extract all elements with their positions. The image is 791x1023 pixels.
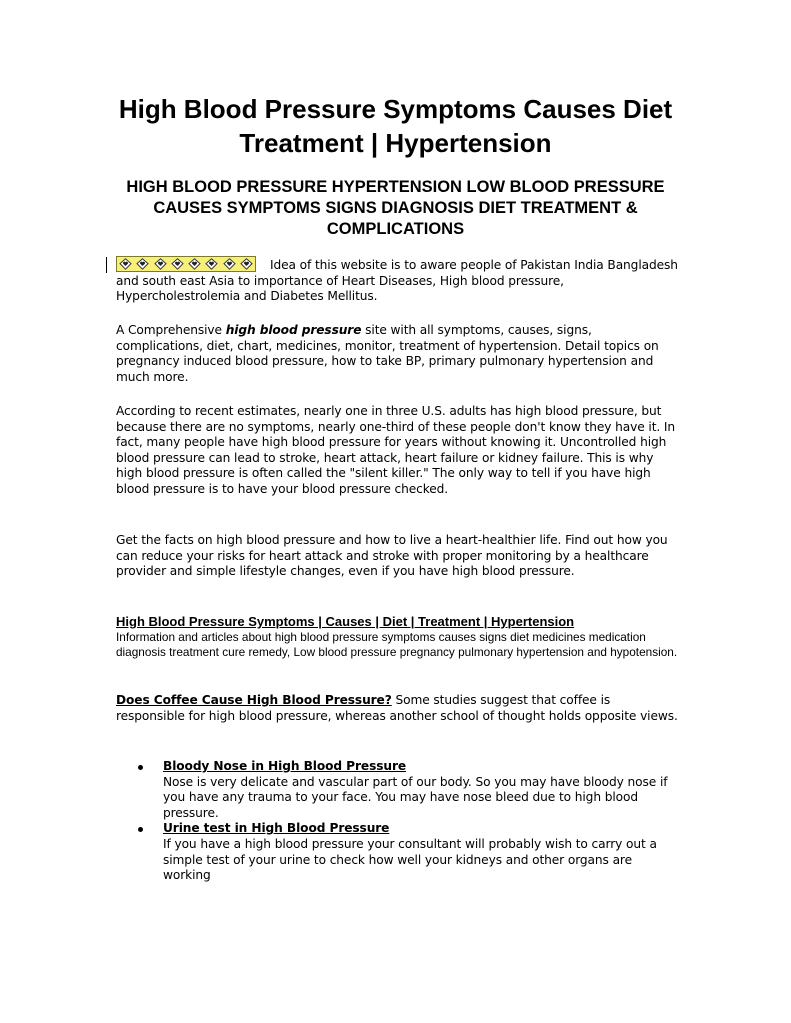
- bullet-icon: [138, 765, 143, 770]
- section-description: Information and articles about high blood pressure symptoms causes signs diet medicines medication diagnosis treatment cure remedy, Low blood pressure pregnancy pulmonary hypertension and hypotension.: [116, 630, 678, 660]
- topic-list: [116, 759, 676, 884]
- section-heading-link[interactable]: High Blood Pressure Symptoms | Causes | Diet | Treatment | Hypertension: [116, 614, 575, 629]
- coffee-link[interactable]: Does Coffee Cause High Blood Pressure?: [116, 693, 392, 707]
- comprehensive-after: site with all symptoms, causes, signs, complications, diet, chart, medicines, monitor, treatment of hypertension. Detail topics on pregnancy induced blood pressure, how to take BP, primary pulmonary hypertension and much more.: [116, 323, 659, 384]
- comprehensive-emphasis: high blood pressure: [225, 323, 362, 337]
- intro-paragraph: Idea of this website is to aware people of Pakistan India Bangladesh and south east Asia to importance of Heart Diseases, High blood pressure, Hypercholestrolemia and Diabetes Mellitus.: [116, 258, 678, 304]
- text-cursor: [106, 257, 107, 273]
- bloody-nose-link[interactable]: Bloody Nose in High Blood Pressure: [163, 759, 407, 773]
- bullet-icon: [138, 827, 143, 832]
- coffee-text: Some studies suggest that coffee is responsible for high blood pressure, whereas another school of thought holds opposite views.: [116, 693, 678, 723]
- estimates-paragraph: According to recent estimates, nearly one in three U.S. adults has high blood pressure, but because there are no symptoms, nearly one-third of these people don't know they have it. In fact, many people have high blood pressure for years without knowing it. Uncontrolled high blood pressure can lead to stroke, heart attack, heart failure or kidney failure. This is why high blood pressure is often called the "silent killer." The only way to tell if you have high blood pressure is to have your blood pressure checked.: [116, 404, 676, 496]
- facts-paragraph: Get the facts on high blood pressure and how to live a heart-healthier life. Find out how you can reduce your risks for heart attack and stroke with proper monitoring by a healthcare provider and simple lifestyle changes, even if you have high blood pressure.: [116, 533, 668, 579]
- list-item: [116, 759, 676, 821]
- list-item: [116, 821, 676, 883]
- comprehensive-before: A Comprehensive: [116, 323, 226, 337]
- urine-test-link[interactable]: Urine test in High Blood Pressure: [163, 821, 390, 836]
- comprehensive-paragraph: [116, 323, 678, 385]
- urine-test-text: If you have a high blood pressure your consultant will probably wish to carry out a simple test of your urine to check how well your kidneys and other organs are working: [163, 836, 657, 883]
- bloody-nose-text: Nose is very delicate and vascular part of our body. So you may have bloody nose if you have any trauma to your face. You may have nose bleed due to high blood pressure.: [163, 774, 668, 820]
- coffee-paragraph: [116, 693, 678, 724]
- page-title: High Blood Pressure Symptoms Causes Diet Treatment | Hypertension: [118, 94, 673, 158]
- page-subtitle: HIGH BLOOD PRESSURE HYPERTENSION LOW BLOOD PRESSURE CAUSES SYMPTOMS SIGNS DIAGNOSIS DIET TREATMENT & COMPLICATIONS: [126, 178, 665, 238]
- section-block: [116, 614, 678, 661]
